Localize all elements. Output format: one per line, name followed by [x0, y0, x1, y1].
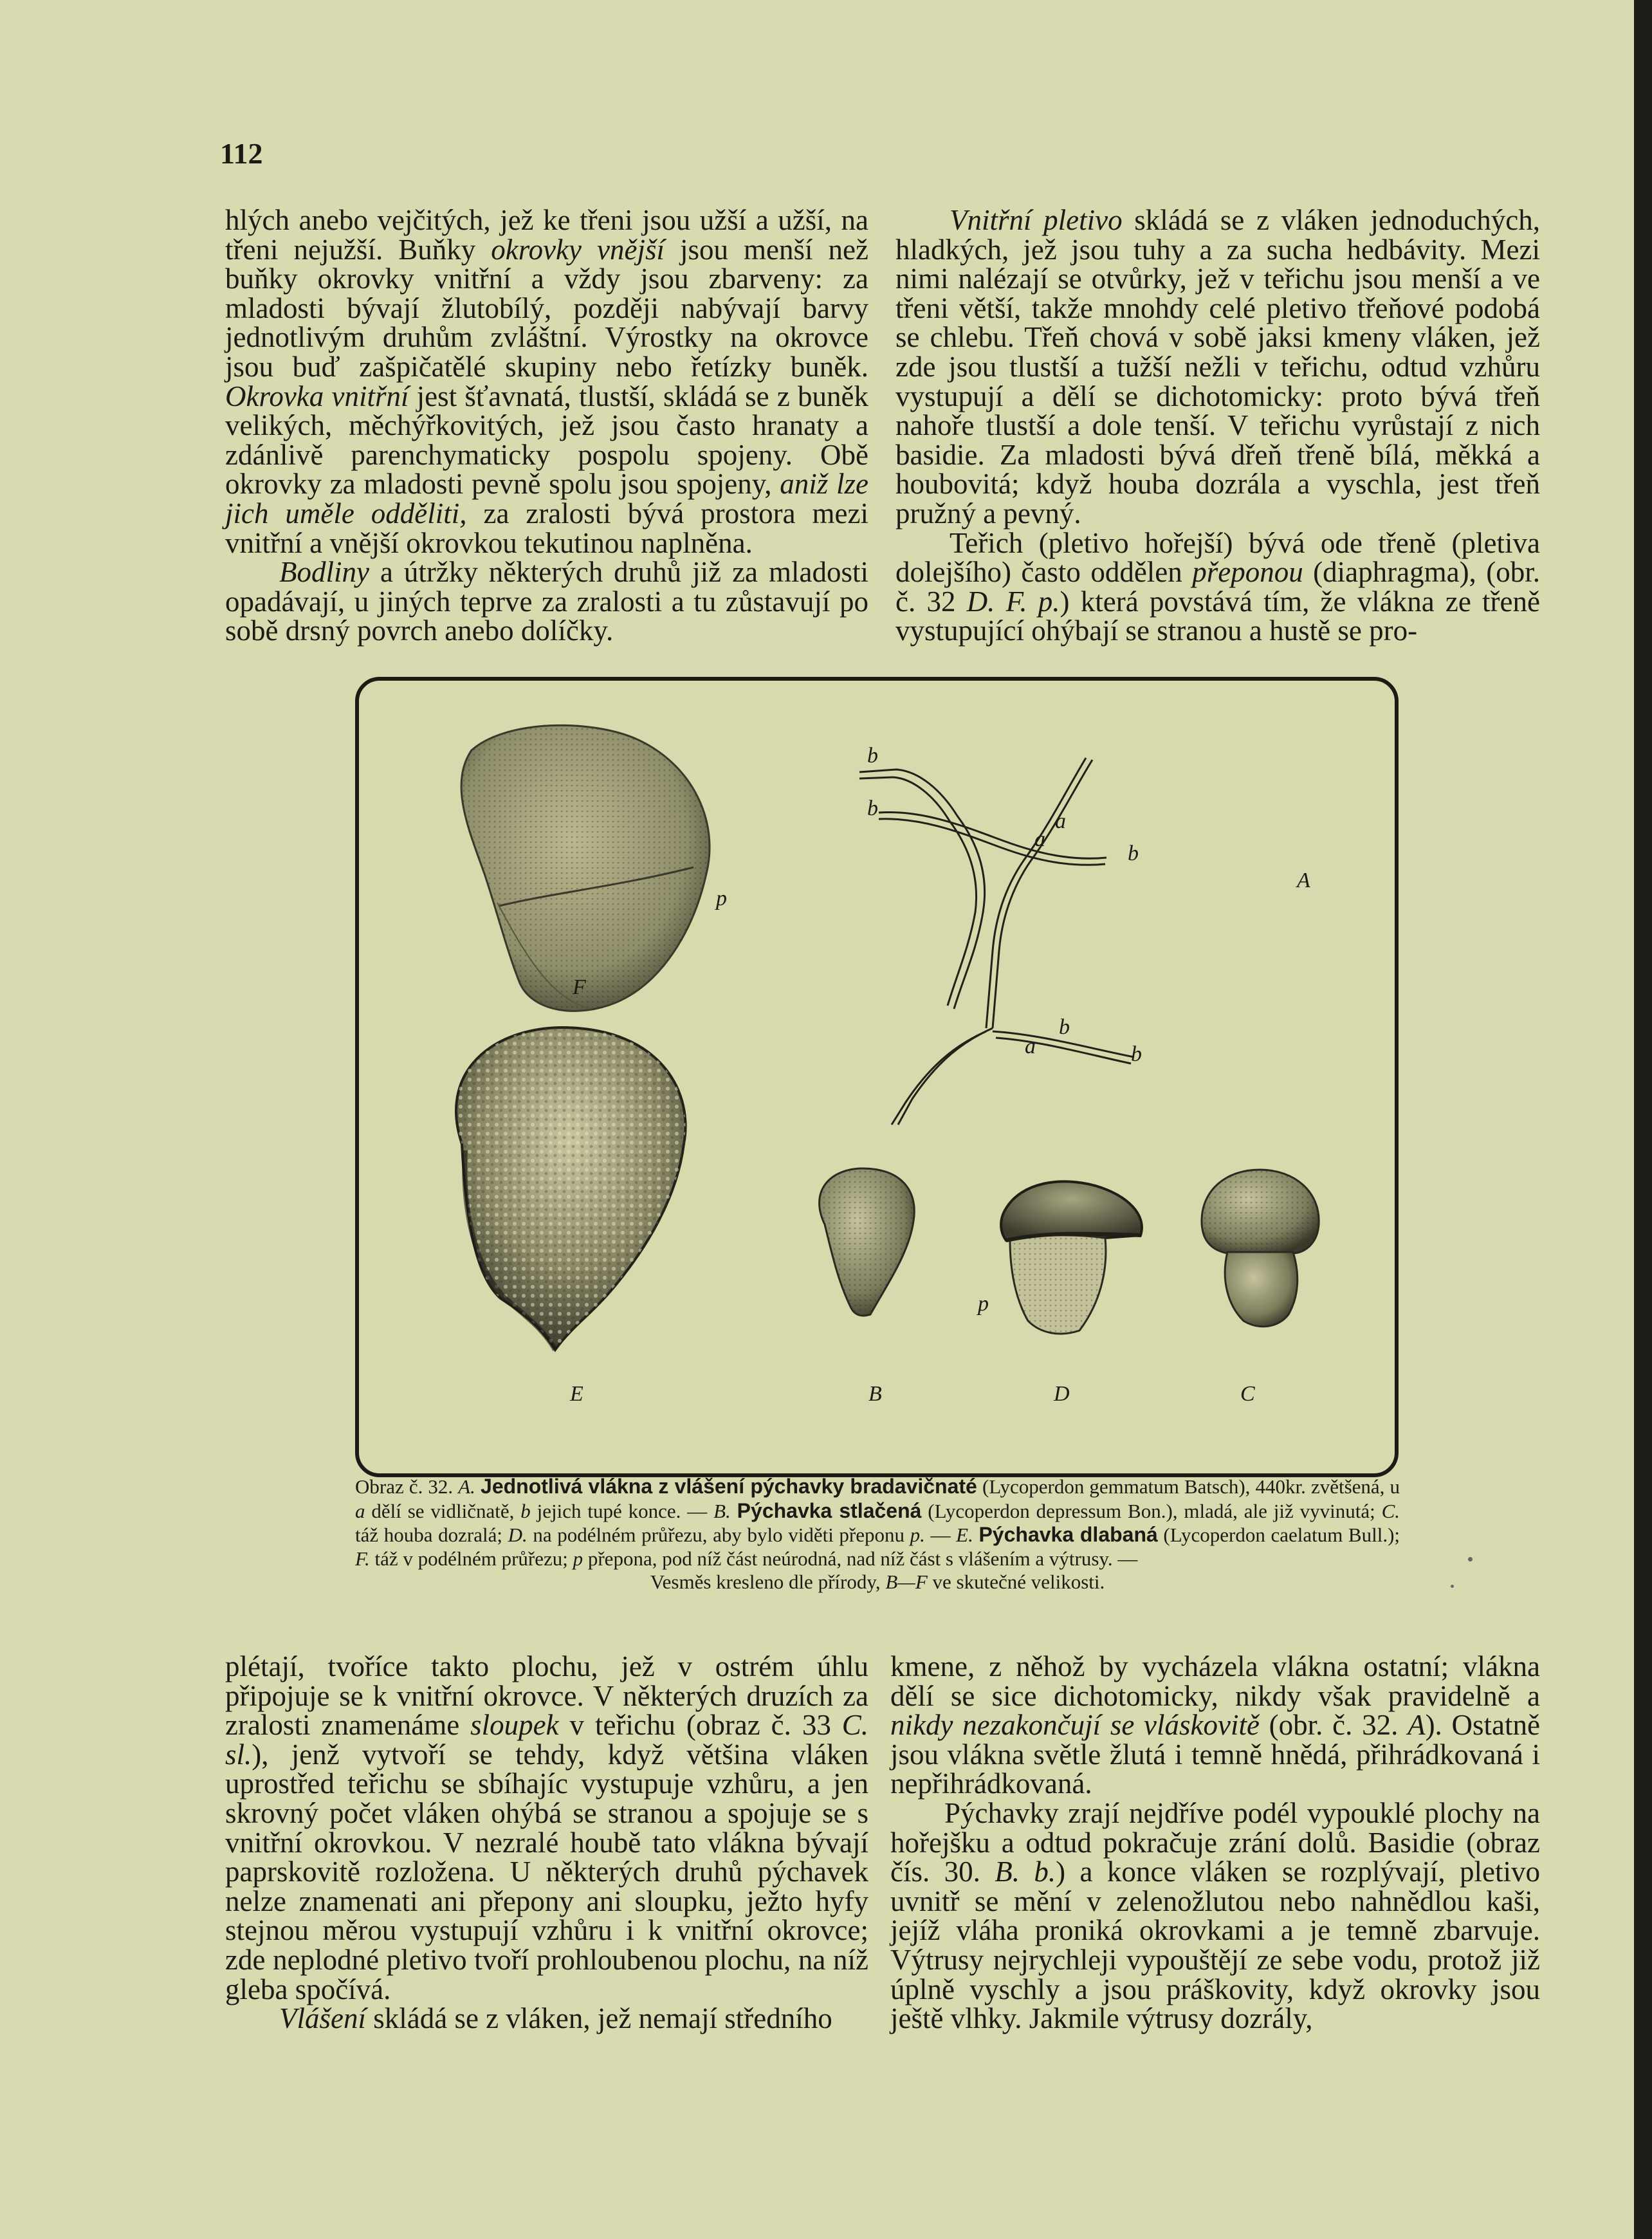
paragraph: kmene, z něhož by vycházela vlákna ostatní; vlákna dělí se sice dichotomicky, nikdy však pravidelně a nikdy nezakončují se vláskovitě (obr. č. 32. A). Ostatně jsou vlákna světle žlutá i temně hnědá, přihrádkovaná i nepřihrádkovaná.: [890, 1650, 1540, 1800]
paragraph: Pýchavky zrají nejdříve podél vypouklé plochy na hořejšku a odtud pokračuje zrání dolů. Basidie (obraz čís. 30. B. b.) a konce vláken se rozplývají, pletivo uvnitř se mění v zelenožlutou nebo nahnědlou kaši, jejíž vláha proniká okrovkami a je temně zbarvuje. Výtrusy nejrychleji vypouštějí ze sebe vodu, protož již úplně vyschly a jsou práškovity, když okrovky jsou ještě vlhky. Jakmile výtrusy dozrály,: [890, 1796, 1540, 2035]
left-column-bottom: [225, 1652, 868, 2034]
paragraph: hlých anebo vejčitých, jež ke třeni jsou užší a užší, na třeni nejužší. Buňky okrovky vnější jsou menší než buňky okrovky vnitřní a vždy jsou zbarveny: za mladosti bývají žlutobílý, později nabývají barvy jednotlivým druhům zvláštní. Výrostky na okrovce jsou buď zašpičatělé skupiny nebo řetízky buněk. Okrovka vnitřní jest šťavnatá, tlustší, skládá se z buněk velikých, měchýřkovitých, jež jsou často hranaty a zdánlivě parenchymaticky pospolu spojeny. Obě okrovky za mladosti pevně spolu jsou spojeny, aniž lze jich uměle odděliti, za zralosti bývá prostora mezi vnitřní a vnější okrovkou tekutinou naplněna.: [225, 204, 868, 559]
page-number: 112: [220, 137, 263, 170]
paragraph: Bodliny a útržky některých druhů již za mladosti opadávají, u jiných teprve za zralosti a tu zůstavují po sobě drsný povrch anebo dolíčky.: [225, 556, 868, 647]
label-a1: a: [1034, 827, 1045, 851]
label-p-bottom: p: [978, 1292, 989, 1316]
specimen-c: [1202, 1170, 1319, 1327]
label-b5: b: [1131, 1042, 1142, 1066]
left-column-top: [225, 206, 868, 646]
label-p-top: p: [716, 887, 727, 910]
caption-body: Obraz č. 32. A. Jednotlivá vlákna z vlášení pýchavky bradavičnaté (Lycoperdon gemmatum Batsch), 440kr. zvětšená, u a dělí se vidličnatě, b jejich tupé konce. — B. Pýchavka stlačená (Lycoperdon depressum Bon.), mladá, ale již vyvinutá; C. táž houba dozralá; D. na podélném průřezu, aby bylo viděti přeponu p. — E. Pýchavka dlabaná (Lycoperdon caelatum Bull.); F. táž v podélném průřezu; p přepona, pod níž část neúrodná, nad níž část s vlášením a výtrusy. —: [355, 1475, 1400, 1570]
specimen-b: [820, 1168, 915, 1316]
paragraph: Vlášení skládá se z vláken, jež nemají středního: [279, 2002, 832, 2035]
right-column-top: [895, 206, 1540, 646]
right-column-bottom: [890, 1652, 1540, 2034]
paragraph: Vnitřní pletivo skládá se z vláken jednoduchých, hladkých, jež jsou tuhy a za sucha hedbávity. Mezi nimi nalézají se otvůrky, jež v teřichu jsou menší a ve třeni větší, takže mnohdy celé pletivo třeňové podobá se chlebu. Třeň chová v sobě jaksi kmeny vláken, jež zde jsou tlustší a tužší nežli v teřichu, odtud vzhůru vystupují a dělí se dichotomicky: proto bývá třeň nahoře tlustší a dole tenší. V teřichu vyrůstají z nich basidie. Za mladosti bývá dřeň třeně bílá, měkká a houbovitá; když houba dozrála a vyschla, jest třeň pružný a pevný.: [895, 204, 1540, 530]
label-b1: b: [867, 744, 878, 768]
speck: [1451, 1585, 1454, 1588]
label-a2: a: [1055, 809, 1066, 833]
caption-last-line: Vesměs kresleno dle přírody, B—F ve skutečné velikosti.: [650, 1571, 1105, 1593]
label-a-capital: A: [1297, 869, 1310, 892]
figure-caption: [355, 1475, 1400, 1594]
specimen-d: [1001, 1181, 1142, 1334]
paragraph: Teřich (pletivo hořejší) bývá ode třeně (pletiva dolejšího) často oddělen přeponou (diaphragma), (obr. č. 32 D. F. p.) která povstává tím, že vlákna ze třeně vystupující ohýbají se stranou a hustě se pro-: [895, 526, 1540, 647]
label-c: C: [1240, 1382, 1255, 1406]
label-e: E: [570, 1382, 583, 1406]
label-a3: a: [1025, 1035, 1036, 1058]
specimen-f: [461, 725, 710, 1011]
paragraph: plétají, tvoříce takto plochu, jež v ostrém úhlu připojuje se k vnitřní okrovce. V některých druzích za zralosti znamenáme sloupek v teřichu (obraz č. 33 C. sl.), jenž vytvoří se tehdy, když většina vláken uprostřed teřichu se sbíhajíc vystupuje vzhůru, a jen skrovný počet vláken ohýbá se stranou a spojuje se s vnitřní okrovkou. V nezralé houbě tato vlákna bývají paprskovitě rozložena. U některých druhů pýchavek nelze znamenati ani přepony ani sloupku, ježto hyfy stejnou měrou vystupují vzhůru i k vnitřní okrovce; zde neplodné pletivo tvoří prohloubenou plochu, na níž gleba spočívá.: [225, 1650, 869, 2005]
label-b2: b: [867, 797, 878, 820]
label-f: F: [573, 975, 586, 999]
label-b: B: [868, 1382, 882, 1406]
specimen-e: [456, 1027, 686, 1350]
label-b3: b: [1128, 842, 1139, 865]
speck: [1468, 1557, 1473, 1562]
label-b4: b: [1059, 1015, 1070, 1039]
label-d: D: [1054, 1382, 1070, 1406]
figure-32: [355, 677, 1399, 1477]
specimen-a-hyphae: [859, 758, 1134, 1125]
